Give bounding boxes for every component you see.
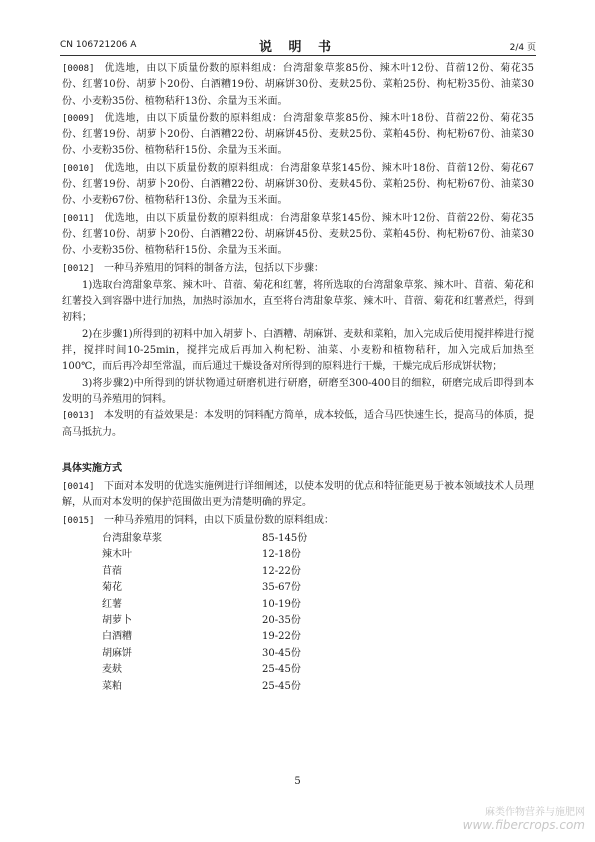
ingredient-amount: 19-22份 <box>262 631 301 643</box>
ingredient-row <box>102 580 534 596</box>
ingredient-amount: 12-22份 <box>262 565 301 577</box>
ingredient-amount: 85-145份 <box>262 533 308 545</box>
paragraph-text: 优选地，由以下质量份数的原料组成：台湾甜象草浆85份、辣木叶18份、苜蓿22份、菊花35份、红薯19份、胡萝卜20份、白酒糟22份、胡麻饼45份、麦麸25份、菜粕45份、枸杞粉67份、油菜30份、小麦粉35份、植物秸秆15份、余量为玉米面。 <box>62 112 534 157</box>
paragraph-text: 一种马养殖用的饲料，由以下质量份数的原料组成： <box>104 514 334 526</box>
watermark-url: www.fibercrops.com <box>462 818 585 832</box>
document-title: 说 明 书 <box>258 40 338 55</box>
paragraph-number: [0010] <box>62 163 95 174</box>
ingredient-row <box>102 531 534 547</box>
paragraph-number: [0011] <box>62 213 95 224</box>
ingredient-name: 菊花 <box>102 582 122 594</box>
ingredient-amount: 10-19份 <box>262 598 301 610</box>
page-number: 5 <box>294 776 301 787</box>
ingredient-row <box>102 547 534 563</box>
publication-number: CN 106721206 A <box>60 40 137 50</box>
step-1: 1)选取台湾甜象草浆、辣木叶、苜蓿、菊花和红薯，将所选取的台湾甜象草浆、辣木叶、苜蓿、菊花和红薯投入到容器中进行加热，加热时添加水，直至将台湾甜象草浆、辣木叶、苜蓿、菊花和红薯煮烂，得到初料； <box>62 279 534 324</box>
paragraph-text: 一种马养殖用的饲料的制备方法，包括以下步骤： <box>104 262 324 274</box>
ingredient-name: 辣木叶 <box>102 549 132 561</box>
document-body <box>62 61 534 695</box>
ingredient-name: 白酒糟 <box>102 631 132 643</box>
ingredient-row <box>102 629 534 645</box>
paragraph-number: [0008] <box>62 64 95 74</box>
ingredient-name: 菜粕 <box>102 680 122 692</box>
paragraph-0011 <box>62 211 534 260</box>
paragraph-number: [0012] <box>62 263 95 274</box>
paragraph-text: 优选地，由以下质量份数的原料组成：台湾甜象草浆145份、辣木叶18份、苜蓿12份、菊花67份、红薯19份、胡萝卜20份、白酒糟22份、胡麻饼30份、麦麸45份、菜粕25份、枸杞粉67份、油菜30份、小麦粉67份、植物秸秆13份、余量为玉米面。 <box>62 162 534 207</box>
ingredient-name: 红薯 <box>102 598 122 610</box>
ingredient-amount: 30-45份 <box>262 647 301 659</box>
paragraph-number: [0015] <box>62 515 95 526</box>
ingredient-name: 台湾甜象草浆 <box>102 533 162 545</box>
paragraph-text: 优选地，由以下质量份数的原料组成：台湾甜象草浆85份、辣木叶12份、苜蓿12份、菊花35份、红薯10份、胡萝卜20份、白酒糟19份、胡麻饼30份、麦麸25份、菜粕25份、枸杞粉35份、油菜30份、小麦粉35份、植物秸秆13份、余量为玉米面。 <box>62 63 534 107</box>
ingredient-amount: 20-35份 <box>262 614 301 626</box>
ingredient-amount: 12-18份 <box>262 549 301 561</box>
ingredient-amount: 35-67份 <box>262 582 301 594</box>
paragraph-0009 <box>62 111 534 160</box>
watermark-site-name: 麻类作物营养与施肥网 <box>485 807 585 818</box>
paragraph-0008 <box>62 61 534 110</box>
ingredient-name: 苜蓿 <box>102 565 122 577</box>
ingredient-name: 胡萝卜 <box>102 614 132 626</box>
paragraph-0012 <box>62 261 534 277</box>
step-3: 3)将步骤2)中所得到的饼状物通过研磨机进行研磨，研磨至300-400目的细粒，研磨完成后即得到本发明的马养殖用的饲料。 <box>62 377 534 405</box>
ingredient-name: 麦麸 <box>102 664 122 676</box>
paragraph-text: 下面对本发明的优选实施例进行详细阐述，以使本发明的优点和特征能更易于被本领域技术人员理解，从而对本发明的保护范围做出更为清楚明确的界定。 <box>62 481 534 509</box>
header-divider <box>60 55 536 56</box>
ingredient-table <box>102 531 534 695</box>
paragraph-0014 <box>62 479 534 512</box>
paragraph-0013 <box>62 408 534 441</box>
step-2: 2)在步骤1)所得到的初料中加入胡萝卜、白酒糟、胡麻饼、麦麸和菜粕，加入完成后使用搅拌棒进行搅拌，搅拌时间10-25min，搅拌完成后再加入枸杞粉、油菜、小麦粉和植物秸秆，加入完成后加热至100℃，而后再冷却至常温，而后通过干燥设备对所得到的原料进行干燥，干燥完成后形成饼状物； <box>62 328 534 373</box>
page-header <box>60 36 536 55</box>
paragraph-text: 本发明的有益效果是：本发明的饲料配方简单，成本较低，适合马匹快速生长，提高马的体质，提高马抵抗力。 <box>62 410 534 438</box>
watermark <box>463 806 585 832</box>
ingredient-row <box>102 613 534 629</box>
ingredient-row <box>102 564 534 580</box>
ingredient-row <box>102 662 534 678</box>
ingredient-row <box>102 597 534 613</box>
paragraph-text: 优选地，由以下质量份数的原料组成：台湾甜象草浆145份、辣木叶12份、苜蓿22份、菊花35份、红薯10份、胡萝卜20份、白酒糟22份、胡麻饼45份、麦麸25份、菜粕45份、枸杞粉67份、油菜30份、小麦粉35份、植物秸秆15份、余量为玉米面。 <box>62 212 534 257</box>
ingredient-amount: 25-45份 <box>262 680 301 692</box>
paragraph-number: [0014] <box>62 482 95 493</box>
section-heading: 具体实施方式 <box>62 462 122 474</box>
ingredient-row <box>102 679 534 695</box>
page-indicator: 2/4 页 <box>509 43 536 53</box>
paragraph-number: [0009] <box>62 113 95 124</box>
paragraph-0015 <box>62 513 534 529</box>
ingredient-amount: 25-45份 <box>262 664 301 676</box>
ingredient-row <box>102 646 534 662</box>
paragraph-number: [0013] <box>62 411 95 422</box>
paragraph-0010 <box>62 161 534 210</box>
ingredient-name: 胡麻饼 <box>102 647 132 659</box>
